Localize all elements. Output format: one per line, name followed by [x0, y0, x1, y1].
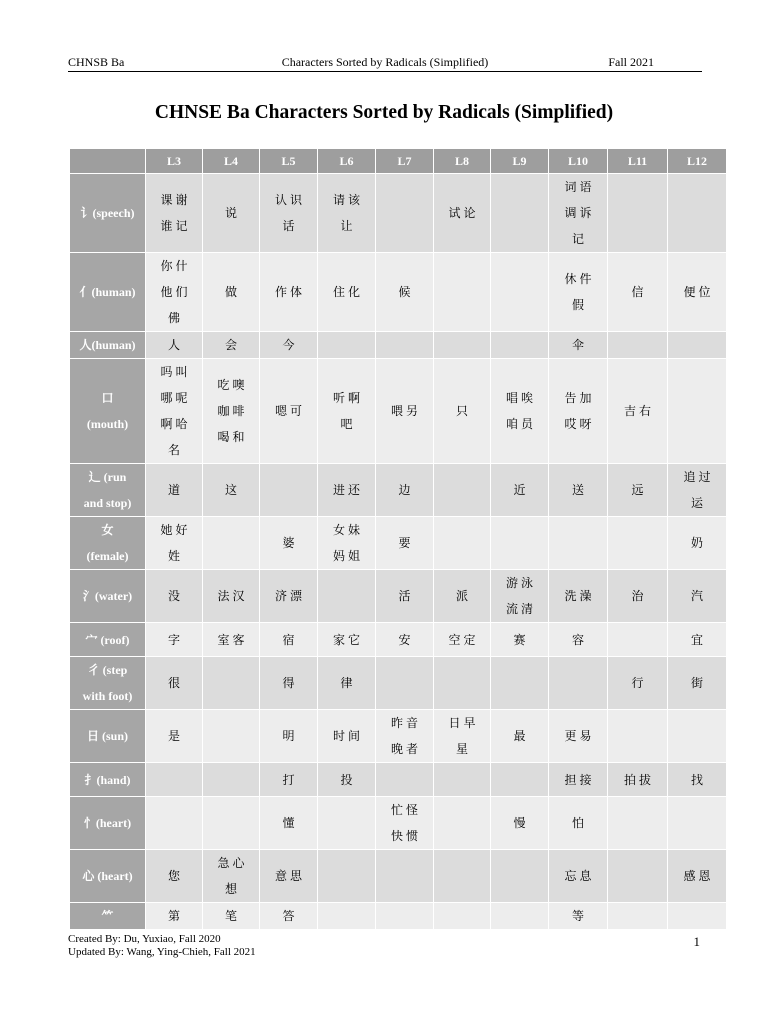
character-cell: 今 [260, 332, 318, 359]
radical-label: 女 (female) [70, 517, 146, 570]
character-cell: 远 [608, 464, 668, 517]
character-cell [608, 850, 668, 903]
header-doc-title: Characters Sorted by Radicals (Simplified) [281, 55, 489, 69]
character-cell: 打 [260, 763, 318, 797]
character-cell [434, 253, 491, 332]
character-cell [608, 517, 668, 570]
column-header-l12: L12 [668, 149, 727, 174]
character-cell: 容 [549, 623, 608, 657]
character-cell: 最 [491, 710, 549, 763]
table-row [70, 517, 727, 570]
character-cell: 试 论 [434, 174, 491, 253]
character-cell: 投 [318, 763, 376, 797]
character-cell: 进 还 [318, 464, 376, 517]
table-row [70, 570, 727, 623]
column-header-radical [70, 149, 146, 174]
character-cell [376, 903, 434, 930]
character-cell: 行 [608, 657, 668, 710]
radical-label: 辶 (run and stop) [70, 464, 146, 517]
character-cell: 街 [668, 657, 727, 710]
character-cell [376, 763, 434, 797]
character-cell [318, 850, 376, 903]
character-cell [668, 710, 727, 763]
character-cell [668, 797, 727, 850]
character-cell: 忘 息 [549, 850, 608, 903]
character-cell: 安 [376, 623, 434, 657]
character-cell [668, 359, 727, 464]
character-cell [260, 464, 318, 517]
character-cell [434, 332, 491, 359]
character-cell: 你 什 他 们 佛 [146, 253, 203, 332]
character-cell: 告 加 哎 呀 [549, 359, 608, 464]
character-cell: 第 [146, 903, 203, 930]
character-cell: 认 识 话 [260, 174, 318, 253]
character-cell: 赛 [491, 623, 549, 657]
radical-label: 彳 (step with foot) [70, 657, 146, 710]
character-cell [491, 903, 549, 930]
character-cell [318, 797, 376, 850]
character-cell: 她 好 姓 [146, 517, 203, 570]
character-cell: 拍 拔 [608, 763, 668, 797]
character-cell: 等 [549, 903, 608, 930]
character-cell: 住 化 [318, 253, 376, 332]
character-cell: 追 过 运 [668, 464, 727, 517]
character-cell: 会 [203, 332, 260, 359]
character-cell [608, 174, 668, 253]
footer-updated: Updated By: Wang, Ying-Chieh, Fall 2021 [68, 946, 256, 958]
character-cell: 道 [146, 464, 203, 517]
character-cell [608, 903, 668, 930]
character-cell: 请 该 让 [318, 174, 376, 253]
character-cell [668, 903, 727, 930]
character-cell: 作 体 [260, 253, 318, 332]
page-footer [68, 933, 256, 959]
radical-label: 讠(speech) [70, 174, 146, 253]
character-cell: 宜 [668, 623, 727, 657]
character-cell: 嗯 可 [260, 359, 318, 464]
character-cell [608, 332, 668, 359]
character-cell: 宿 [260, 623, 318, 657]
character-cell: 课 谢 谁 记 [146, 174, 203, 253]
character-cell: 家 它 [318, 623, 376, 657]
character-cell: 没 [146, 570, 203, 623]
table-row [70, 253, 727, 332]
radical-label: 亻(human) [70, 253, 146, 332]
radical-label: 人(human) [70, 332, 146, 359]
column-header-l3: L3 [146, 149, 203, 174]
character-cell [376, 332, 434, 359]
radicals-table [69, 148, 727, 930]
table-row [70, 903, 727, 930]
radical-label: 忄(heart) [70, 797, 146, 850]
character-cell [318, 332, 376, 359]
character-cell: 治 [608, 570, 668, 623]
character-cell: 伞 [549, 332, 608, 359]
character-cell: 您 [146, 850, 203, 903]
character-cell: 吗 叫 哪 呢 啊 哈 名 [146, 359, 203, 464]
character-cell: 派 [434, 570, 491, 623]
character-cell: 只 [434, 359, 491, 464]
character-cell: 要 [376, 517, 434, 570]
character-cell: 婆 [260, 517, 318, 570]
character-cell [491, 850, 549, 903]
character-cell: 懂 [260, 797, 318, 850]
page-number: 1 [693, 934, 700, 949]
character-cell: 感 恩 [668, 850, 727, 903]
character-cell: 答 [260, 903, 318, 930]
character-cell: 意 思 [260, 850, 318, 903]
header-course: CHNSB Ba [68, 55, 125, 69]
character-cell: 人 [146, 332, 203, 359]
character-cell: 笔 [203, 903, 260, 930]
character-cell: 近 [491, 464, 549, 517]
character-cell: 便 位 [668, 253, 727, 332]
character-cell: 律 [318, 657, 376, 710]
column-header-l11: L11 [608, 149, 668, 174]
table-row [70, 332, 727, 359]
character-cell [203, 657, 260, 710]
character-cell: 洗 澡 [549, 570, 608, 623]
table-row [70, 359, 727, 464]
character-cell: 法 汉 [203, 570, 260, 623]
character-cell [491, 517, 549, 570]
character-cell: 时 间 [318, 710, 376, 763]
column-header-l9: L9 [491, 149, 549, 174]
character-cell: 怕 [549, 797, 608, 850]
character-cell [434, 797, 491, 850]
character-cell [668, 174, 727, 253]
character-cell [146, 797, 203, 850]
character-cell [608, 623, 668, 657]
character-cell: 喂 另 [376, 359, 434, 464]
character-cell: 字 [146, 623, 203, 657]
footer-created: Created By: Du, Yuxiao, Fall 2020 [68, 933, 221, 945]
character-cell [146, 763, 203, 797]
character-cell: 说 [203, 174, 260, 253]
character-cell [668, 332, 727, 359]
character-cell: 听 啊 吧 [318, 359, 376, 464]
character-cell [318, 570, 376, 623]
character-cell: 这 [203, 464, 260, 517]
character-cell [491, 332, 549, 359]
table-row [70, 623, 727, 657]
page-title: CHNSE Ba Characters Sorted by Radicals (Simplified) [154, 102, 614, 123]
radical-label: 口 (mouth) [70, 359, 146, 464]
character-cell [203, 763, 260, 797]
character-cell [434, 903, 491, 930]
header-term: Fall 2021 [608, 55, 654, 69]
character-cell: 游 泳 流 清 [491, 570, 549, 623]
character-cell: 候 [376, 253, 434, 332]
radical-label: ⺮ [70, 903, 146, 930]
column-header-l10: L10 [549, 149, 608, 174]
character-cell [203, 797, 260, 850]
character-cell: 明 [260, 710, 318, 763]
character-cell: 做 [203, 253, 260, 332]
character-cell [434, 517, 491, 570]
radical-label: 氵(water) [70, 570, 146, 623]
character-cell: 吉 右 [608, 359, 668, 464]
character-cell: 找 [668, 763, 727, 797]
character-cell: 很 [146, 657, 203, 710]
character-cell: 日 早 星 [434, 710, 491, 763]
character-cell: 汽 [668, 570, 727, 623]
character-cell [376, 657, 434, 710]
character-cell: 急 心 想 [203, 850, 260, 903]
character-cell: 送 [549, 464, 608, 517]
character-cell: 担 接 [549, 763, 608, 797]
character-cell: 唱 唉 咱 员 [491, 359, 549, 464]
page-header [68, 53, 702, 72]
character-cell: 吃 噢 咖 啡 喝 和 [203, 359, 260, 464]
character-cell: 昨 音 晚 者 [376, 710, 434, 763]
table-header-row [70, 149, 727, 174]
character-cell: 休 件 假 [549, 253, 608, 332]
table-row [70, 763, 727, 797]
character-cell: 得 [260, 657, 318, 710]
character-cell: 慢 [491, 797, 549, 850]
character-cell [434, 763, 491, 797]
column-header-l5: L5 [260, 149, 318, 174]
table-row [70, 174, 727, 253]
character-cell: 更 易 [549, 710, 608, 763]
character-cell [434, 657, 491, 710]
table-body [70, 174, 727, 930]
character-cell [318, 903, 376, 930]
character-cell: 济 漂 [260, 570, 318, 623]
character-cell [549, 657, 608, 710]
column-header-l7: L7 [376, 149, 434, 174]
character-cell: 边 [376, 464, 434, 517]
character-cell [608, 710, 668, 763]
table-row [70, 464, 727, 517]
character-cell [376, 174, 434, 253]
character-cell [491, 763, 549, 797]
character-cell: 信 [608, 253, 668, 332]
character-cell: 活 [376, 570, 434, 623]
character-cell [434, 850, 491, 903]
radical-label: 宀 (roof) [70, 623, 146, 657]
column-header-l4: L4 [203, 149, 260, 174]
character-cell: 室 客 [203, 623, 260, 657]
table-row [70, 850, 727, 903]
character-cell: 忙 怪 快 惯 [376, 797, 434, 850]
column-header-l6: L6 [318, 149, 376, 174]
radical-label: 心 (heart) [70, 850, 146, 903]
character-cell [491, 253, 549, 332]
character-cell: 空 定 [434, 623, 491, 657]
character-cell [491, 174, 549, 253]
character-cell [549, 517, 608, 570]
column-header-l8: L8 [434, 149, 491, 174]
character-cell [434, 464, 491, 517]
character-cell: 词 语 调 诉 记 [549, 174, 608, 253]
character-cell [376, 850, 434, 903]
character-cell: 女 妹 妈 姐 [318, 517, 376, 570]
character-cell [203, 517, 260, 570]
radical-label: 扌(hand) [70, 763, 146, 797]
table-row [70, 797, 727, 850]
character-cell [203, 710, 260, 763]
radical-label: 日 (sun) [70, 710, 146, 763]
character-cell [491, 657, 549, 710]
character-cell: 奶 [668, 517, 727, 570]
table-row [70, 657, 727, 710]
table-row [70, 710, 727, 763]
character-cell: 是 [146, 710, 203, 763]
character-cell [608, 797, 668, 850]
